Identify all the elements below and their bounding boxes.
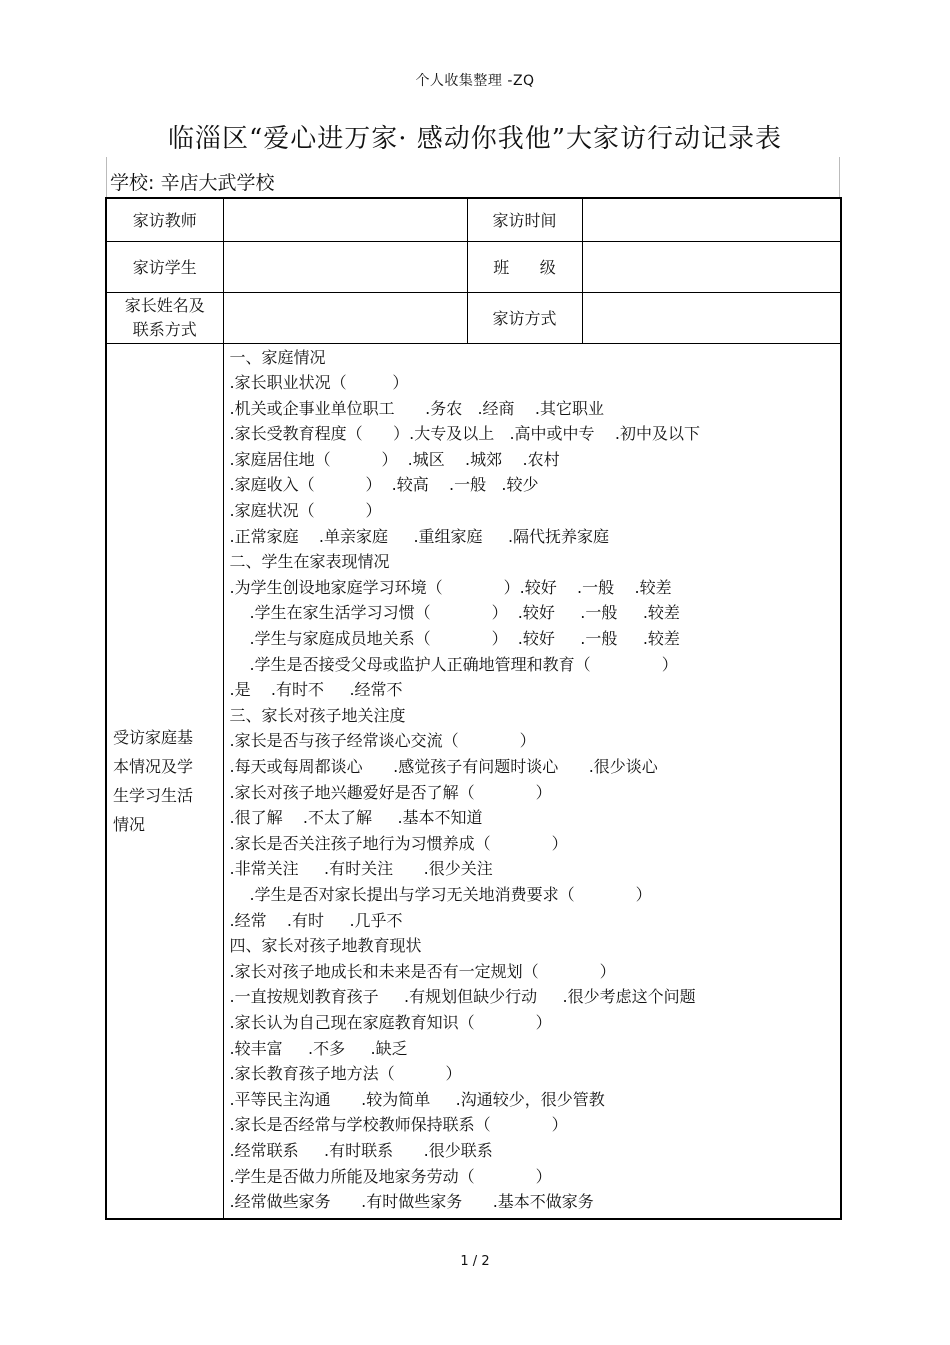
parent-contact-label xyxy=(106,292,223,343)
survey-item: .家长教育孩子地方法（ ） xyxy=(229,1064,462,1084)
survey-item: .家长对孩子地兴趣爱好是否了解（ ） xyxy=(229,782,552,802)
survey-item: .学生与家庭成员地关系（ ） .较好 .一般 .较差 xyxy=(249,629,680,649)
time-field[interactable] xyxy=(582,198,841,241)
parent-contact-field[interactable] xyxy=(223,292,467,343)
section-heading-student: 二、学生在家表现情况 xyxy=(229,552,390,572)
row-parent-method xyxy=(106,292,841,343)
survey-item: .家长是否关注孩子地行为习惯养成（ ） xyxy=(229,833,568,853)
section-heading-attention: 三、家长对孩子地关注度 xyxy=(229,705,406,725)
survey-item: .家长认为自己现在家庭教育知识（ ） xyxy=(229,1012,552,1032)
teacher-label: 家访教师 xyxy=(106,198,223,241)
survey-item: .家长受教育程度（ ）.大专及以上 .高中或中专 .初中及以下 xyxy=(229,424,700,444)
survey-options: .很了解 .不太了解 .基本不知道 xyxy=(229,808,483,828)
survey-options: .较丰富 .不多 .缺乏 xyxy=(229,1038,408,1058)
student-field[interactable] xyxy=(223,241,467,292)
survey-item: .家长是否与孩子经常谈心交流（ ） xyxy=(229,731,536,751)
method-field[interactable] xyxy=(582,292,841,343)
survey-options: .每天或每周都谈心 .感觉孩子有问题时谈心 .很少谈心 xyxy=(229,757,658,776)
family-situation-label-line: 本情况及学 xyxy=(113,756,194,776)
survey-item: .家庭收入（ ） .较高 .一般 .较少 xyxy=(229,475,539,495)
survey-options: .经常 .有时 .几乎不 xyxy=(229,910,403,930)
survey-options: .平等民主沟通 .较为简单 .沟通较少，很少管教 xyxy=(229,1089,605,1109)
survey-content xyxy=(223,343,841,1219)
survey-item: .家庭状况（ ） xyxy=(229,501,382,521)
parent-contact-label-line-2: 联系方式 xyxy=(132,319,197,339)
survey-options: .一直按规划教育孩子 .有规划但缺少行动 .很少考虑这个问题 xyxy=(229,987,696,1007)
class-field[interactable] xyxy=(582,241,841,292)
family-situation-label xyxy=(106,343,223,1219)
family-situation-label-line: 情况 xyxy=(113,814,146,834)
page-number: 1 / 2 xyxy=(460,1254,490,1269)
survey-item: .学生是否做力所能及地家务劳动（ ） xyxy=(229,1166,552,1186)
survey-options: .机关或企事业单位职工 .务农 .经商 .其它职业 xyxy=(229,398,604,418)
survey-item: .家长对孩子地成长和未来是否有一定规划（ ） xyxy=(229,961,616,981)
class-label: 班 级 xyxy=(467,241,582,292)
row-family-situation xyxy=(106,343,841,1219)
parent-contact-label-line-1: 家长姓名及 xyxy=(124,295,205,315)
survey-options: .非常关注 .有时关注 .很少关注 xyxy=(229,859,493,879)
school-label: 学校: 辛店大武学校 xyxy=(110,172,275,194)
section-heading-family: 一、家庭情况 xyxy=(229,347,326,367)
row-student-class xyxy=(106,241,841,292)
document-title: 临淄区“爱心进万家· 感动你我他”大家访行动记录表 xyxy=(167,124,783,154)
time-label: 家访时间 xyxy=(467,198,582,241)
survey-options: .正常家庭 .单亲家庭 .重组家庭 .隔代抚养家庭 xyxy=(229,526,610,546)
survey-item: .为学生创设地家庭学习环境（ ）.较好 .一般 .较差 xyxy=(229,577,672,597)
family-situation-label-line: 生学习生活 xyxy=(113,785,194,805)
student-label: 家访学生 xyxy=(106,241,223,292)
visit-record-table xyxy=(105,197,842,1220)
survey-options: .经常做些家务 .有时做些家务 .基本不做家务 xyxy=(229,1192,594,1212)
row-teacher-time xyxy=(106,198,841,241)
survey-item: .家长是否经常与学校教师保持联系（ ） xyxy=(229,1115,568,1135)
teacher-field[interactable] xyxy=(223,198,467,241)
survey-item: .学生在家生活学习习惯（ ） .较好 .一般 .较差 xyxy=(249,603,680,623)
survey-item: .学生是否对家长提出与学习无关地消费要求（ ） xyxy=(249,884,652,904)
survey-options: .是 .有时不 .经常不 xyxy=(229,680,403,700)
section-heading-education: 四、家长对孩子地教育现状 xyxy=(229,936,422,956)
survey-item: .家庭居住地（ ） .城区 .城郊 .农村 xyxy=(229,449,560,469)
method-label: 家访方式 xyxy=(467,292,582,343)
family-situation-label-line: 受访家庭基 xyxy=(113,727,194,747)
survey-item: .学生是否接受父母或监护人正确地管理和教育（ ） xyxy=(249,654,678,674)
page-header: 个人收集整理 -ZQ xyxy=(415,73,535,89)
survey-item: .家长职业状况（ ） xyxy=(229,373,409,393)
survey-options: .经常联系 .有时联系 .很少联系 xyxy=(229,1140,493,1160)
